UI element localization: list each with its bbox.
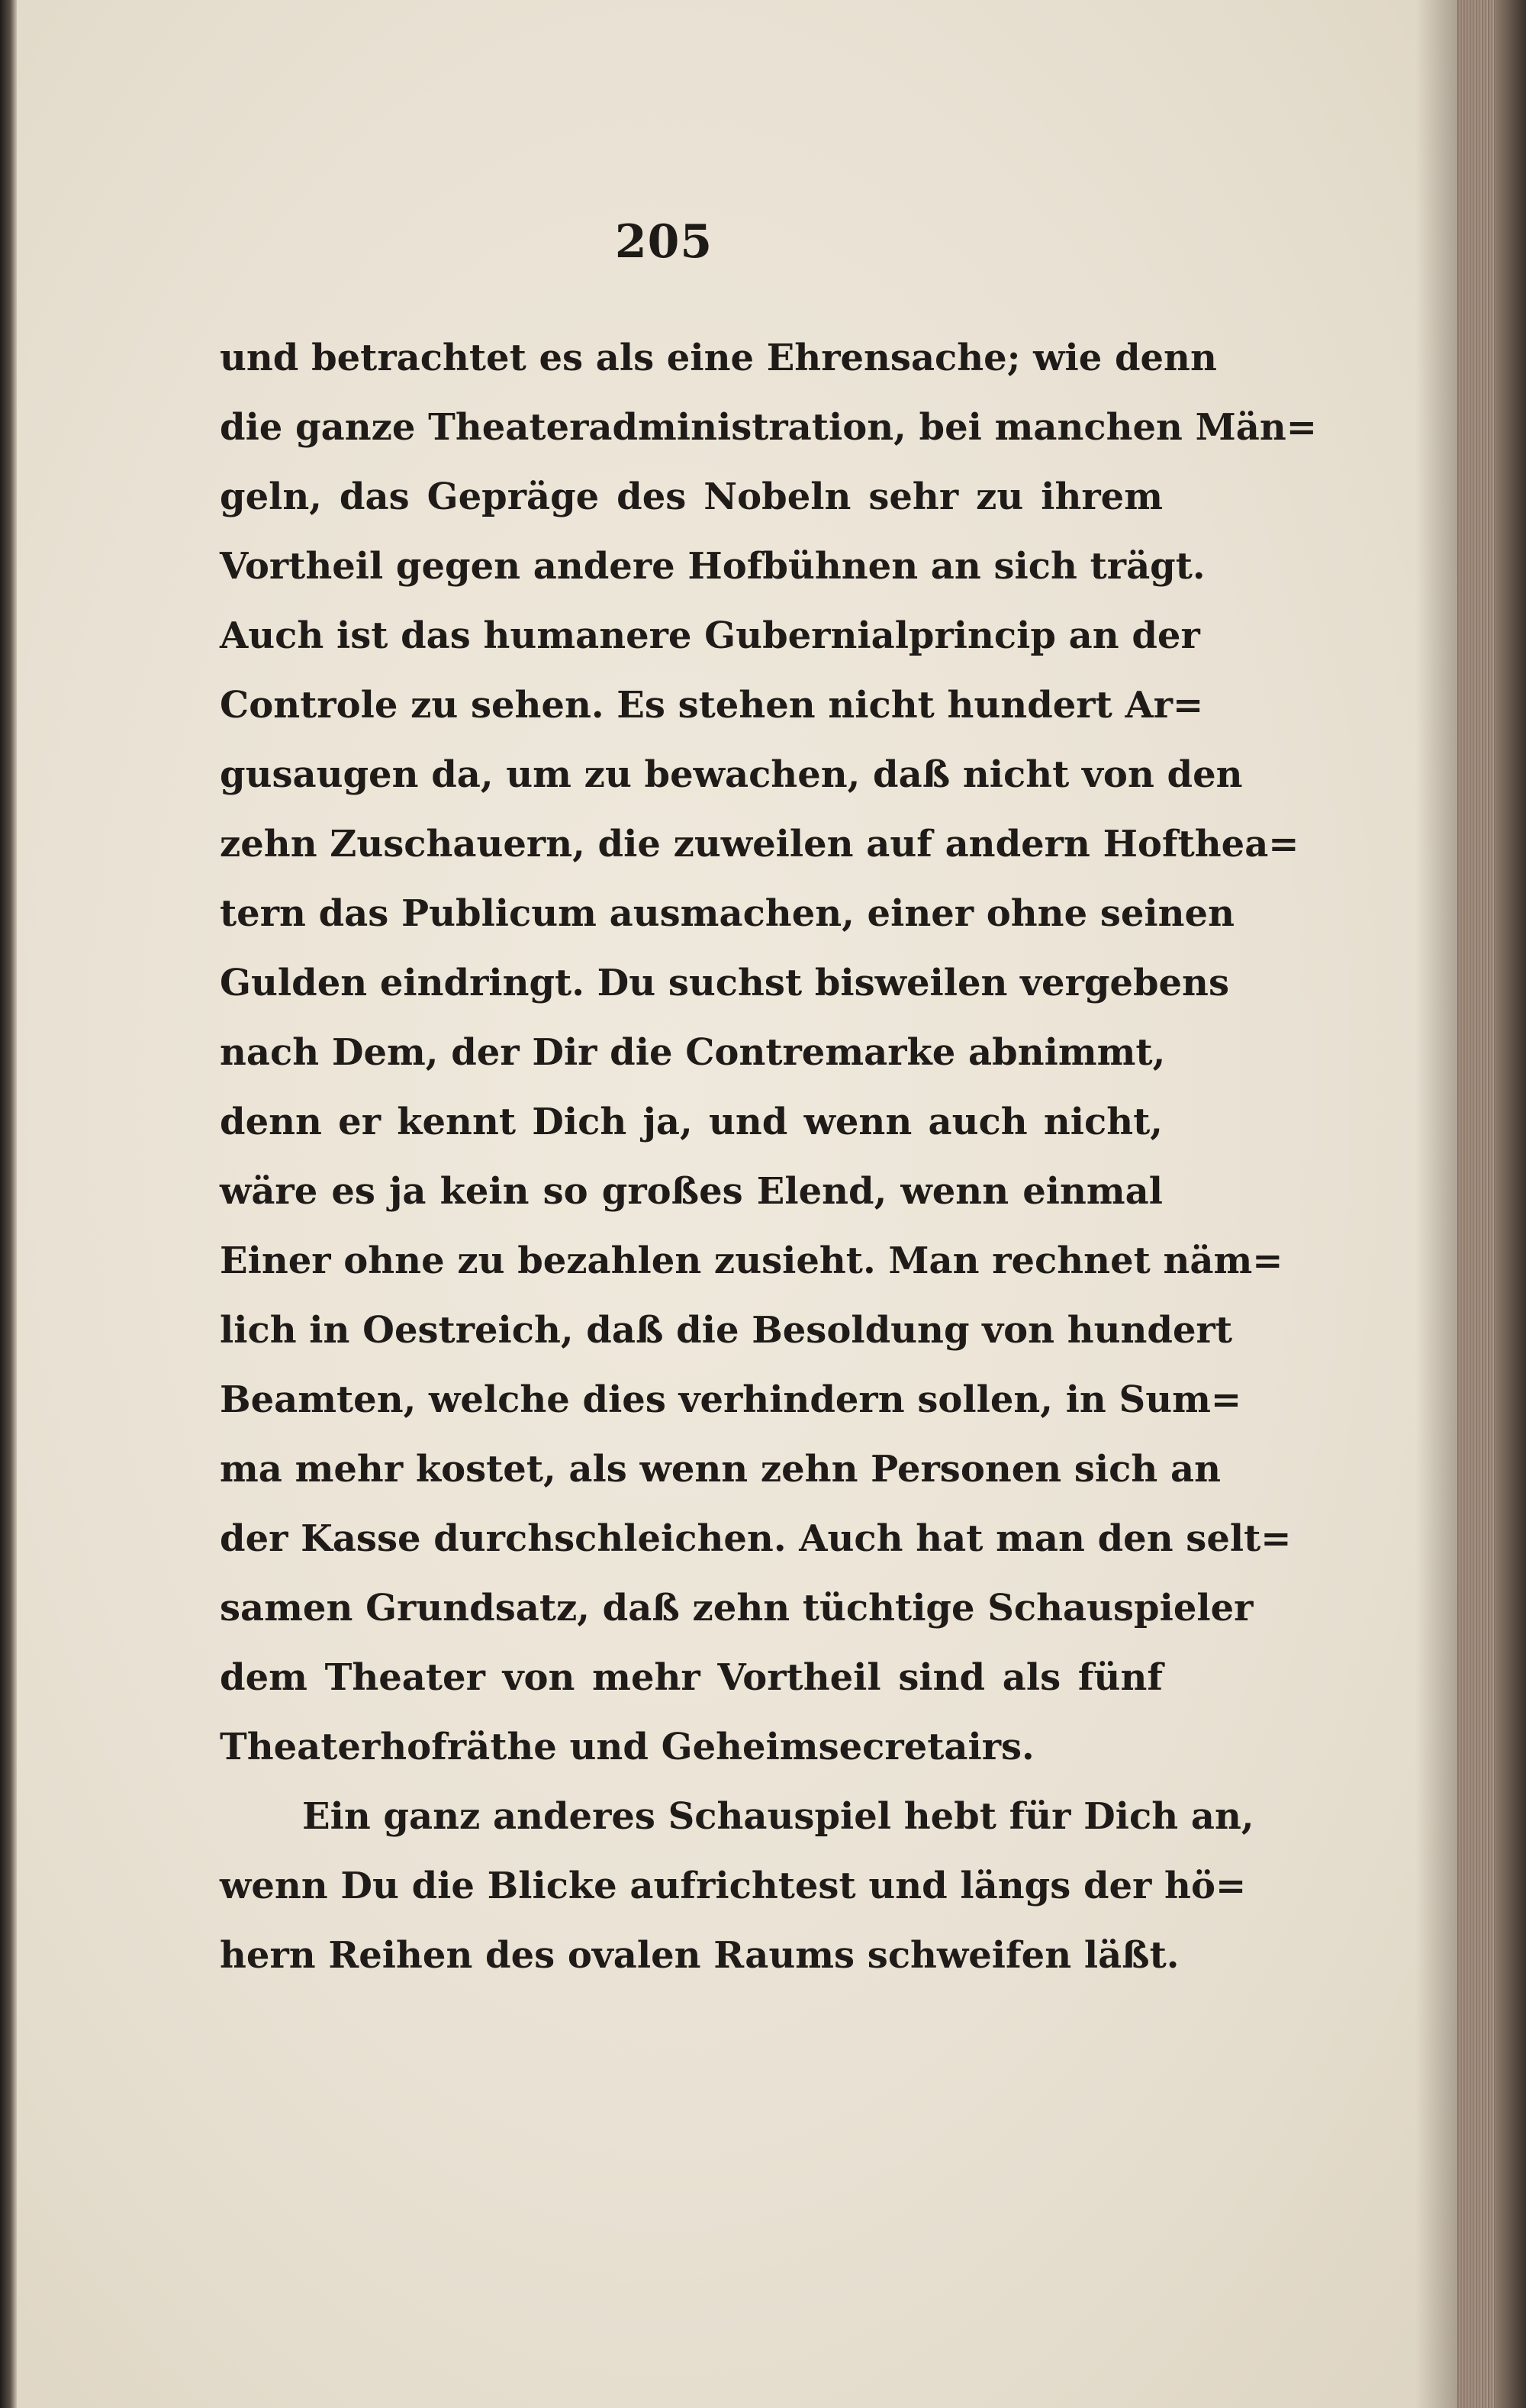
text-line-12: denn er kennt Dich ja, und wenn auch nicht, xyxy=(220,1101,1163,1143)
text-line-19: samen Grundsatz, daß zehn tüchtige Schauspieler xyxy=(220,1587,1254,1630)
text-line-3: geln, das Gepräge des Nobeln sehr zu ihrem xyxy=(220,475,1163,518)
text-line-15: lich in Oestreich, daß die Besoldung von hundert xyxy=(220,1309,1232,1352)
text-line-11: nach Dem, der Dir die Contremarke abnimmt, xyxy=(220,1031,1166,1074)
text-line-21: Theaterhofräthe und Geheimsecretairs. xyxy=(220,1726,1035,1768)
text-line-14: Einer ohne zu bezahlen zusieht. Man rechnet näm= xyxy=(220,1239,1283,1282)
text-line-16: Beamten, welche dies verhindern sollen, in Sum= xyxy=(220,1378,1242,1421)
text-line-23: wenn Du die Blicke aufrichtest und längs der hö= xyxy=(220,1865,1247,1907)
body-text xyxy=(220,324,1317,1991)
text-line-17: ma mehr kostet, als wenn zehn Personen sich an xyxy=(220,1448,1221,1491)
binding-edge xyxy=(0,0,17,2408)
text-line-1: und betrachtet es als eine Ehrensache; wie denn xyxy=(220,337,1217,379)
text-line-6: Controle zu sehen. Es stehen nicht hundert Ar= xyxy=(220,684,1204,727)
page-number: 205 xyxy=(614,215,713,269)
text-line-24: hern Reihen des ovalen Raums schweifen läßt. xyxy=(220,1934,1180,1977)
text-line-13: wäre es ja kein so großes Elend, wenn einmal xyxy=(220,1170,1163,1213)
text-line-22: Ein ganz anderes Schauspiel hebt für Dich an, xyxy=(302,1795,1254,1838)
text-line-5: Auch ist das humanere Gubernialprincip an der xyxy=(220,614,1200,657)
gutter-shadow xyxy=(1415,0,1461,2408)
text-line-8: zehn Zuschauern, die zuweilen auf andern Hofthea= xyxy=(220,823,1299,866)
page-stack-shadow xyxy=(1495,0,1526,2408)
text-line-9: tern das Publicum ausmachen, einer ohne seinen xyxy=(220,892,1235,935)
text-line-2: die ganze Theateradministration, bei manchen Män= xyxy=(220,406,1317,449)
text-line-4: Vortheil gegen andere Hofbühnen an sich trägt. xyxy=(220,545,1206,588)
text-line-7: gusaugen da, um zu bewachen, daß nicht von den xyxy=(220,753,1243,796)
text-line-20: dem Theater von mehr Vortheil sind als fünf xyxy=(220,1656,1163,1699)
text-line-18: der Kasse durchschleichen. Auch hat man den selt= xyxy=(220,1517,1292,1560)
text-line-10: Gulden eindringt. Du suchst bisweilen vergebens xyxy=(220,962,1229,1004)
